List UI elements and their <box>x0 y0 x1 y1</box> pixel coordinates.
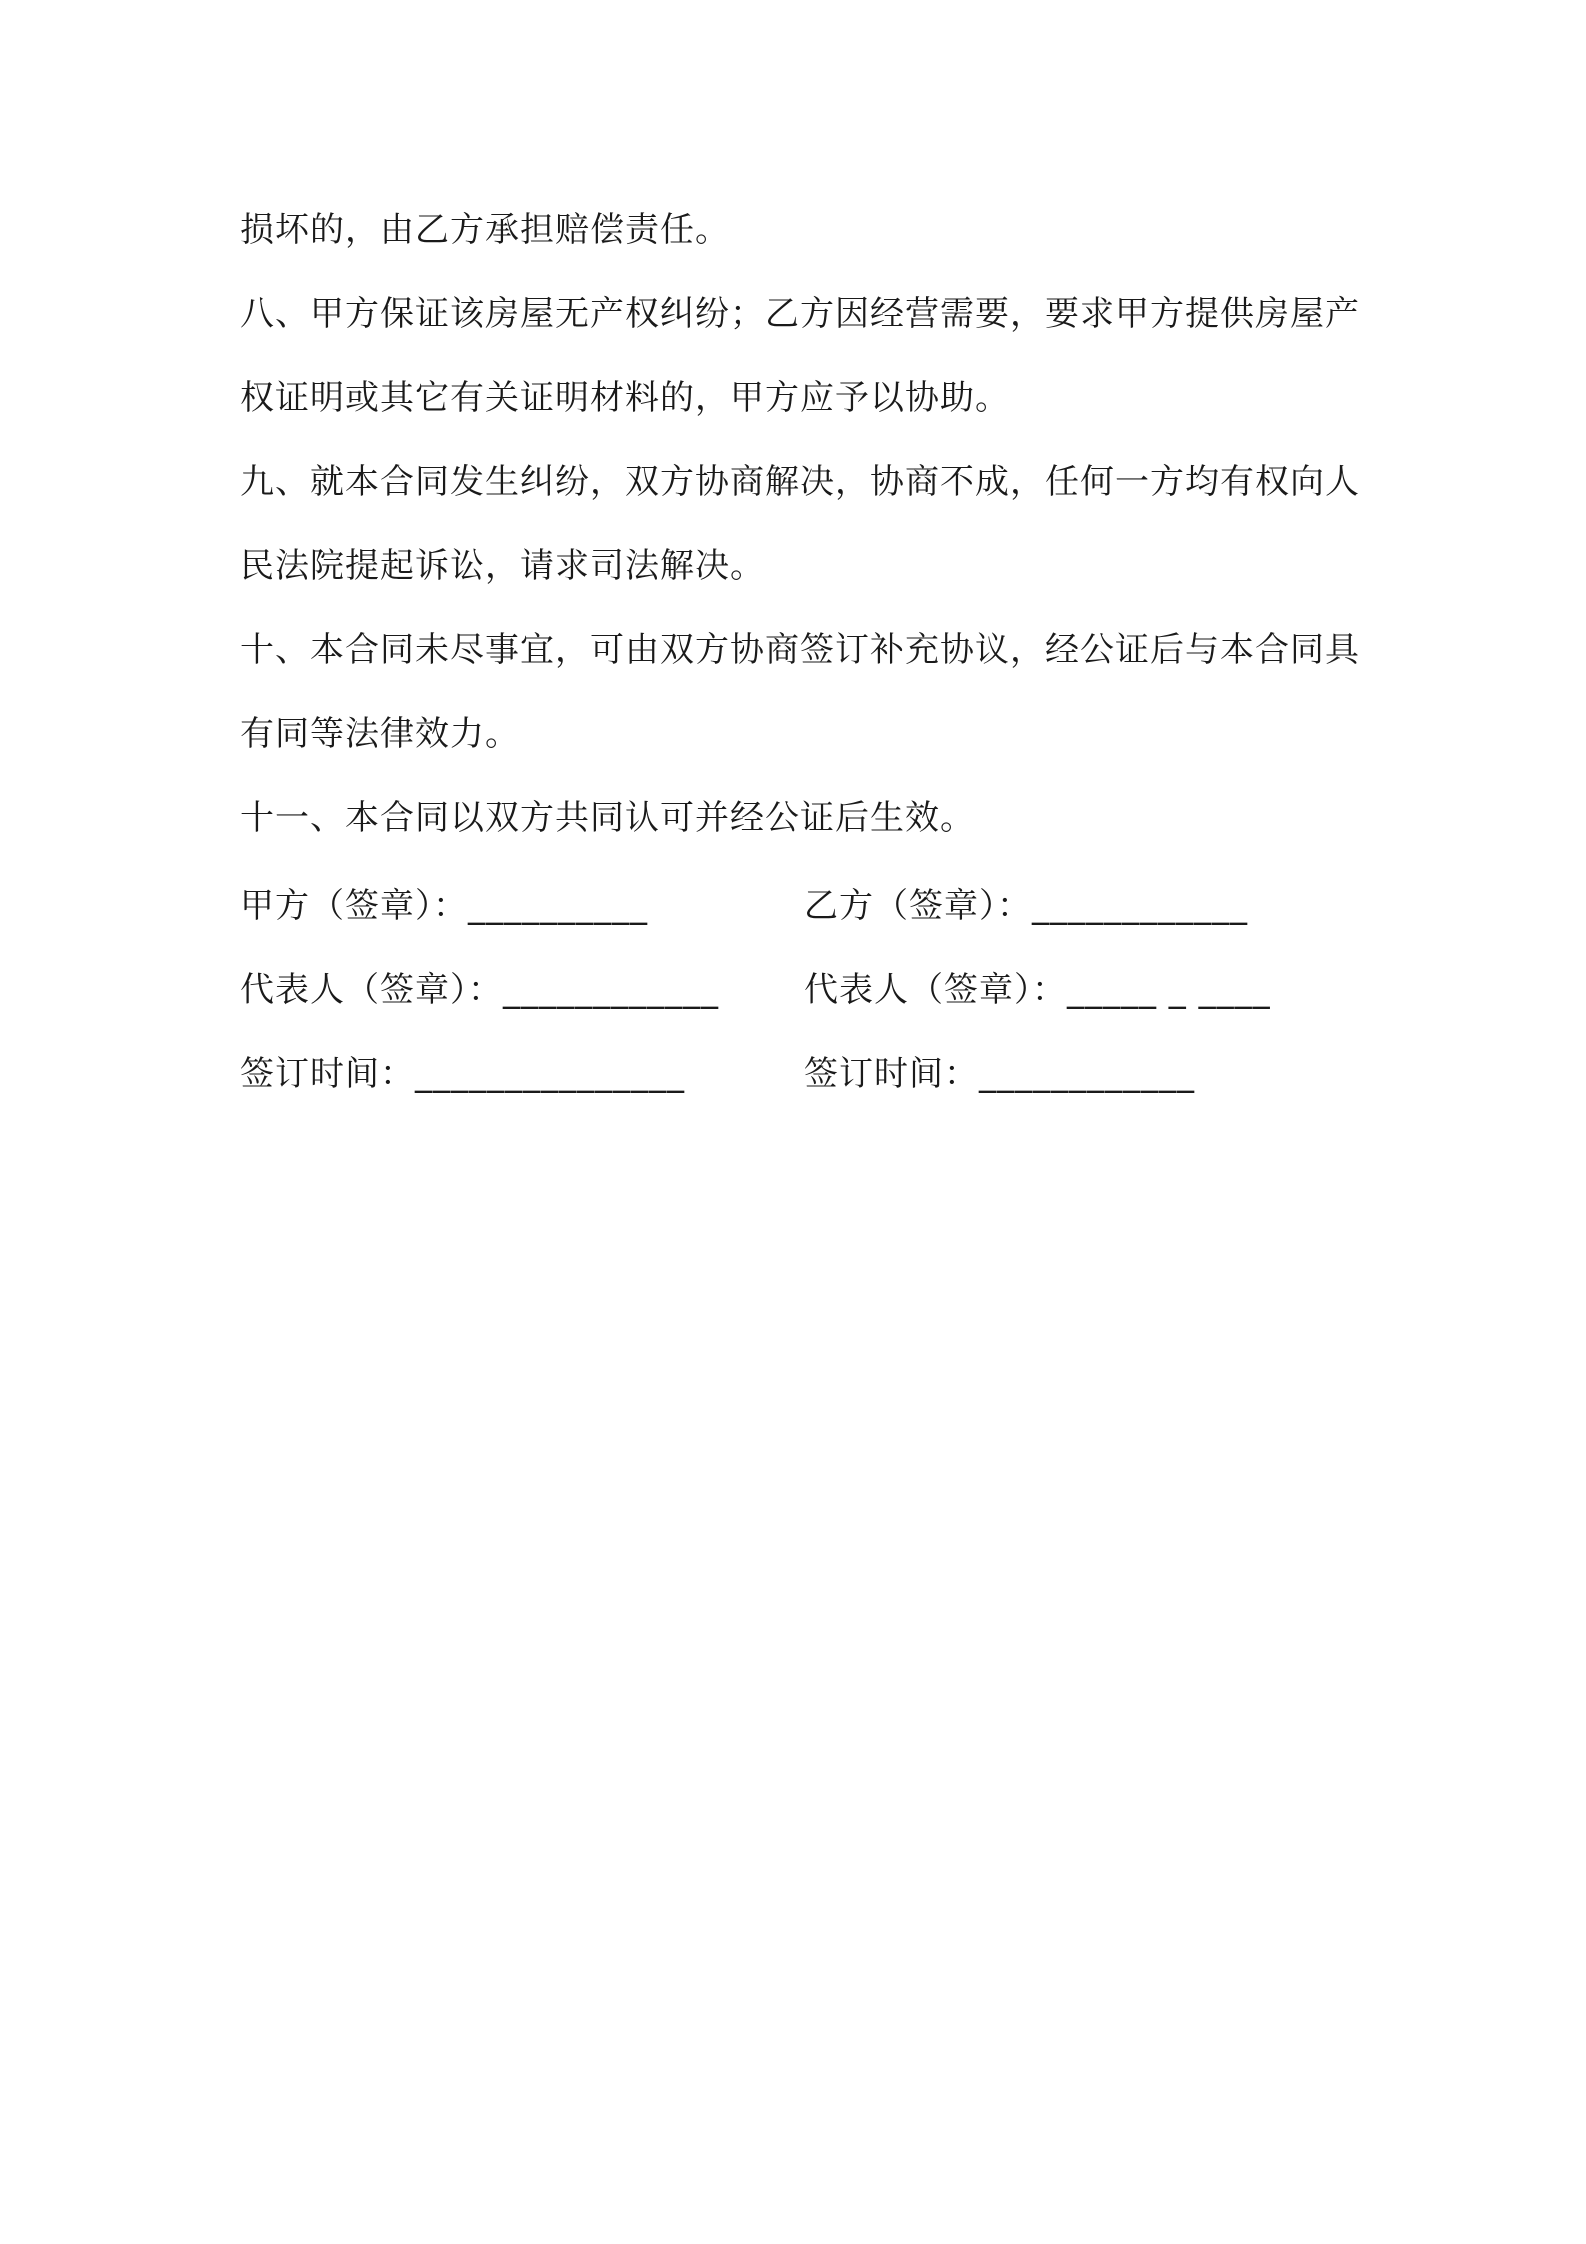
party-b-representative-field: 代表人（签章）：_____ _ ____ <box>804 969 1271 1010</box>
signature-row-representative <box>240 944 1360 1028</box>
party-a-date-field: 签订时间：_______________ <box>240 1053 685 1094</box>
clause-9: 九、就本合同发生纠纷，双方协商解决，协商不成，任何一方均有权向人民法院提起诉讼，请求司法解决。 <box>240 462 1360 586</box>
party-a-representative-field: 代表人（签章）：____________ <box>240 969 719 1010</box>
clause-8: 八、甲方保证该房屋无产权纠纷；乙方因经营需要，要求甲方提供房屋产权证明或其它有关证明材料的，甲方应予以协助。 <box>240 294 1360 418</box>
signature-row-date <box>240 1028 1360 1112</box>
party-b-date-field: 签订时间：____________ <box>804 1053 1195 1094</box>
party-b-seal-field: 乙方（签章）：____________ <box>804 885 1248 926</box>
signature-row-seal <box>240 860 1360 944</box>
clause-11: 十一、本合同以双方共同认可并经公证后生效。 <box>240 798 975 838</box>
party-a-seal-field: 甲方（签章）：__________ <box>240 885 648 926</box>
clause-10: 十、本合同未尽事宜，可由双方协商签订补充协议，经公证后与本合同具有同等法律效力。 <box>240 630 1360 754</box>
clause-continuation: 损坏的，由乙方承担赔偿责任。 <box>240 210 730 250</box>
contract-body <box>240 188 1360 1112</box>
